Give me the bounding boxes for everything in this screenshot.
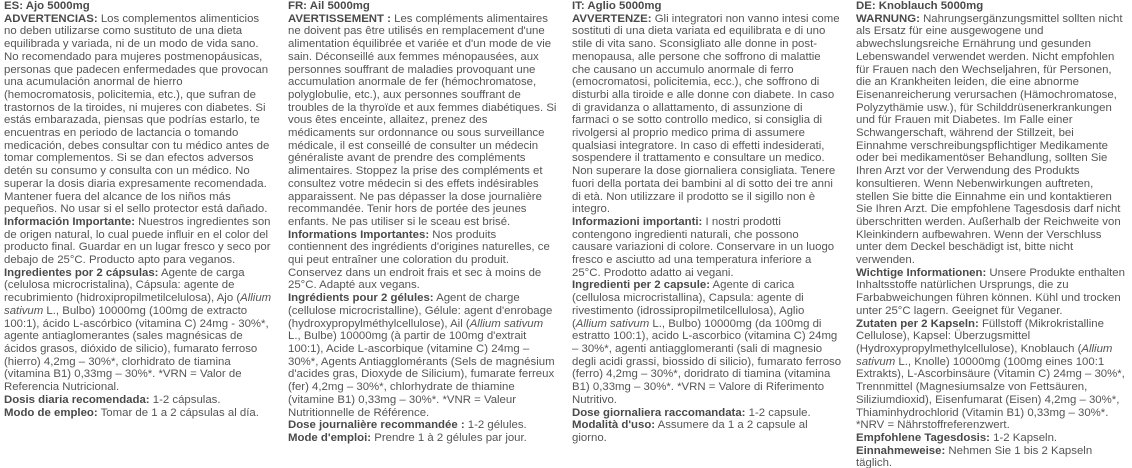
info-de [856, 267, 1126, 318]
info-es [4, 216, 274, 267]
ingredients-text-1-de: Füllstoff (Mikrokristalline Cellulose), Kapsel: Überzugsmittel (Hydroxypropylmethylcellulose), Knoblauch ( [856, 317, 1104, 355]
info-label-it: Informazioni importanti: [572, 215, 703, 228]
mode-text-es: Tomar de 1 a 2 cápsulas al día. [97, 406, 259, 419]
product-title-de: DE: Knoblauch 5000mg [856, 0, 984, 12]
warning-fr [288, 13, 558, 229]
ingredients-text-1-it: Agente di carica (cellulosa microcristallina), Capsula: agente di rivestimento (idrossipropilmetilcellulosa), Aglio ( [572, 279, 805, 330]
ingredients-text-1-fr: Agent de charge (cellulose microcristalline), Gélule: agent d'enrobage (hydroxypropylméthylcellulose), Ail ( [288, 292, 553, 330]
column-fr [288, 0, 558, 468]
info-text-it: I nostri prodotti contengono ingredienti naturali, che possono causare variazioni di colore. Conservare in un luogo fresco e asciutto ad una temperatura inferiore a 25°C. Prodotto adatto ai vegani. [572, 215, 835, 279]
ingredients-text-1-es: Agente de carga (celulosa microcristalina), Cápsula: agente de recubrimiento (hidroxipropilmetilcelulosa), Ajo ( [4, 266, 245, 305]
mode-fr [288, 432, 558, 445]
warning-label-fr: AVERTISSEMENT : [288, 12, 391, 25]
warning-label-es: ADVERTENCIAS: [4, 12, 98, 25]
warning-text-fr: Les compléments alimentaires ne doivent pas être utilisés en remplacement d'une alimentation équilibrée et variée et d'un mode de vie sain. Déconseillé aux femmes ménopausées, aux personnes souffrant de maladies provoquant une accumulation anormale de fer (hémochromatose, polyglobulie, etc.), aux personnes souffrant de troubles de la thyroïde et aux femmes diabétiques. Si vous êtes enceinte, allaitez, prenez des médicaments sur ordonnance ou sous surveillance médicale, il est conseillé de consulter un médecin généraliste avant de prendre des compléments alimentaires. Stoppez la prise des compléments et consultez votre médecin si des effets indésirables apparaissent. Ne pas dépasser la dose journalière recommandée. Tenir hors de portée des jeunes enfants. Ne pas utiliser si le sceau est brisé. [288, 12, 557, 228]
dose-de [856, 432, 1126, 445]
dose-es [4, 394, 274, 407]
ingredients-text-2-de: L., Knolle) 10000mg (100mg eines 100:1 Extrakts), L-Ascorbinsäure (Vitamin C) 24mg – 30%*, Trennmittel (Magnesiumsalze von Fettsäuren, Siliziumdioxid), Eisenfumarat (Eisen) 4,2mg – 30%*, Thiaminhydrochlorid (Vitamin B1) 0,33mg – 30%*. *NRV = Nährstoffreferenzwert. [856, 355, 1125, 432]
mode-label-fr: Mode d'emploi: [288, 431, 372, 444]
ingredients-text-2-it: L., Bulbo) 10000mg (da 100mg di estratto 100:1), acido L-ascorbico (vitamina C) 24mg – 30%*, agenti antiagglomeranti (sali di magnesio degli acidi grassi, biossido di silicio), fumarato ferroso (ferro) 4,2mg – 30%*, doridrato di tiamina (vitamina B1) 0,33mg – 30%*. *VRN = Valore di Riferimento Nutritivo. [572, 317, 842, 406]
mode-de [856, 445, 1126, 468]
warning-es [4, 13, 274, 216]
dose-it [572, 407, 842, 420]
ingredients-text-2-es: L., Bulbo) 10000mg (100mg de extracto 100:1), ácido L-ascórbico (vitamina C) 24mg - 30%*, agente antiaglomerantes (sales magnésicas de ácidos grasos, dióxido de silicio), fumarato ferroso (hierro) 4,2mg – 30%*, clorhidrato de tiamina (vitamina B1) 0,33mg – 30%*. *VRN = Valor de Referencia Nutricional. [4, 304, 269, 394]
product-title-fr: FR: Ail 5000mg [288, 0, 370, 12]
dose-fr [288, 419, 558, 432]
warning-text-de: Nahrungsergänzungsmittel sollten nicht als Ersatz für eine ausgewogene und abwechslungsreiche Ernährung und gesunden Lebenswandel verwendet werden. Nicht empfohlen für Frauen nach den Wechseljahren, für Personen, die an Krankheiten leiden, die eine abnorme Eisenanreicherung verursachen (Hämochromatose, Polyzythämie usw.), für Schilddrüsenerkrankungen und für Frauen mit Diabetes. Im Falle einer Schwangerschaft, während der Stillzeit, bei Einnahme verschreibungspflichtiger Medikamente oder bei medikamentöser Behandlung, sollten Sie Ihren Arzt vor der Verwendung des Produkts konsultieren. Wenn Nebenwirkungen auftreten, stellen Sie bitte die Einnahme ein und kontaktieren Sie Ihren Arzt. Die empfohlene Tagesdosis darf nicht überschritten werden. Außerhalb der Reichweite von Kleinkindern aufbewahren. Wenn der Verschluss unter dem Deckel beschädigt ist, bitte nicht verwenden. [856, 12, 1123, 267]
dose-text-de: 1-2 Kapseln. [989, 431, 1058, 444]
mode-es [4, 407, 274, 420]
column-it [572, 0, 842, 468]
ingredients-it [572, 279, 842, 406]
dose-label-de: Empfohlene Tagesdosis: [856, 431, 990, 444]
info-text-fr: Nos produits contiennent des ingrédients d'origines naturelles, ce qui peut entraîner une coloration du produit. Conservez dans un endroit frais et sec à moins de 25°C. Adapté aux vegans. [288, 228, 550, 292]
warning-label-de: WARNUNG: [856, 12, 920, 25]
mode-text-fr: Prendre 1 à 2 gélules par jour. [371, 431, 527, 444]
mode-label-it: Modalità d'uso: [572, 419, 656, 432]
dose-text-it: 1-2 capsule. [745, 406, 811, 419]
warning-it [572, 13, 842, 216]
ingredients-label-de: Zutaten per 2 Kapseln: [856, 317, 979, 330]
ingredients-latin-fr: Allium sativum [469, 317, 544, 330]
info-label-es: Información Importante: [4, 215, 135, 228]
warning-text-es: Los complementos alimenticios no deben utilizarse como sustituto de una dieta equilibrada y variada, ni de un modo de vida sano. No recomendado para mujeres postmenopáusicas, personas que padecen enfermedades que provocan una acumulación anormal de hierro (hemocromatosis, policitemia, etc.), que sufran de trastornos de la tiroides, ni mujeres con diabetes. Si estás embarazada, piensas que podrías estarlo, te encuentras en periodo de lactancia o tomando medicación, debes consultar con tu médico antes de tomar complementos. Si se dan efectos adversos detén su consumo y consulta con un médico. No superar la dosis diaria expresamente recomendada. Mantener fuera del alcance de los niños más pequeños. No usar si el sello protector está dañado. [4, 12, 270, 216]
info-label-de: Wichtige Informationen: [856, 266, 987, 279]
warning-label-it: AVVERTENZE: [572, 12, 652, 25]
product-title-es: ES: Ajo 5000mg [4, 0, 90, 12]
mode-label-es: Modo de empleo: [4, 406, 98, 419]
mode-it [572, 419, 842, 444]
ingredients-de [856, 318, 1126, 432]
dose-label-it: Dose giornaliera raccomandata: [572, 406, 746, 419]
ingredients-label-es: Ingredientes por 2 cápsulas: [4, 266, 159, 279]
info-text-es: Nuestros ingredientes son de origen natural, lo cual puede influir en el color del producto final. Guardar en un lugar fresco y seco por debajo de 25°C. Producto apto para veganos. [4, 215, 271, 267]
product-title-it: IT: Aglio 5000mg [572, 0, 662, 12]
column-de [856, 0, 1126, 468]
ingredients-fr [288, 292, 558, 419]
info-fr [288, 229, 558, 293]
mode-text-it: Assumere da 1 a 2 capsule al giorno. [572, 419, 808, 444]
column-es [4, 0, 274, 468]
warning-text-it: Gli integratori non vanno intesi come sostituti di una dieta variata ed equilibrata e di uno stile di vita sano. Sconsigliato alle donne in post-menopausa, alle persone che soffrono di malattie che causano un accumulo anormale di ferro (emocromatosi, policitemia, ecc.), che soffrono di disturbi alla tiroide e alle donne con diabete. In caso di gravidanza o allattamento, di assunzione di farmaci o se sotto controllo medico, si consiglia di rivolgersi al proprio medico prima di assumere qualsiasi integratore. In caso di effetti indesiderati, sospendere il trattamento e consultare un medico. Non superare la dose giornaliera consigliata. Tenere fuori della portata dei bambini al di sotto dei tre anni di età. Non utilizzare il prodotto se il sigillo non è integro. [572, 12, 840, 216]
info-label-fr: Informations Importantes: [288, 228, 430, 241]
info-it [572, 216, 842, 280]
warning-de [856, 13, 1126, 267]
ingredients-latin-it: Allium sativum [575, 317, 650, 330]
mode-label-de: Einnahmeweise: [856, 444, 946, 457]
dose-label-fr: Dose journalière recommandée : [288, 419, 465, 432]
ingredients-latin-de: Allium sativum [856, 342, 1113, 368]
ingredients-es [4, 267, 274, 394]
dose-text-fr: 1-2 gélules. [464, 419, 527, 432]
ingredients-label-it: Ingredienti per 2 capsule: [572, 279, 710, 292]
ingredients-latin-es: Allium sativum [4, 292, 272, 317]
mode-text-de: Nehmen Sie 1 bis 2 Kapseln täglich. [856, 444, 1093, 468]
ingredients-label-fr: Ingrédients pour 2 gélules: [288, 292, 434, 305]
dose-text-es: 1-2 cápsulas. [149, 393, 221, 406]
dose-label-es: Dosis diaria recomendada: [4, 393, 150, 406]
info-text-de: Unsere Produkte enthalten Inhaltsstoffe natürlichen Ursprungs, die zu Farbabweichungen führen können. Kühl und trocken unter 25°C lagern. Geeignet für Veganer. [856, 266, 1125, 317]
ingredients-text-2-fr: L., Bulbe) 10000mg (à partir de 100mg d'extrait 100:1), Acide L-ascorbique (vitamine C) 24mg – 30%*, Agents Antiagglomérants (Sels de magnésium d'acides gras, Dioxyde de Silicium), fumarate ferreux (fer) 4,2mg – 30%*, chlorhydrate de thiamine (vitamine B1) 0,33mg – 30%*. *VNR = Valeur Nutritionnelle de Référence. [288, 330, 555, 419]
